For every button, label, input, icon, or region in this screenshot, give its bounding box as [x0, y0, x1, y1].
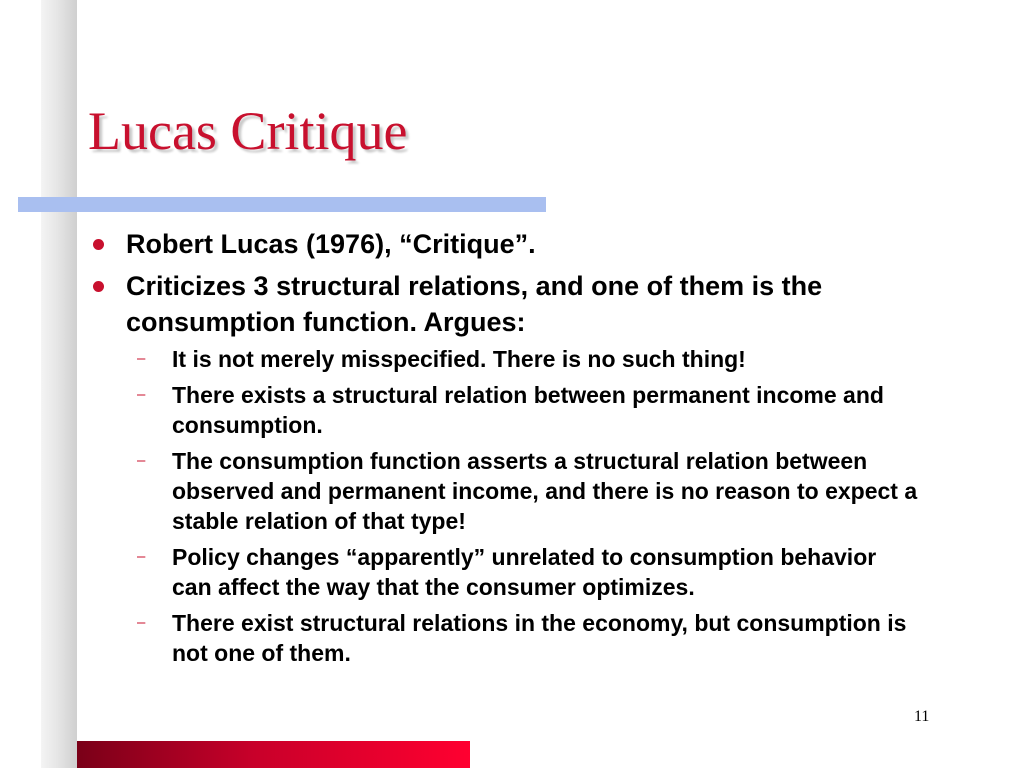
slide-body: [90, 226, 930, 674]
dash-bullet-icon: –: [137, 548, 146, 565]
bullet-text: Criticizes 3 structural relations, and one of them is the consumption function. Argues:: [126, 271, 823, 337]
sub-bullet-text: Policy changes “apparently” unrelated to consumption behavior can affect the way that the consumer optimizes.: [172, 544, 877, 600]
sub-bullet-text: It is not merely misspecified. There is no such thing!: [172, 346, 746, 372]
bullet-item: [90, 226, 930, 262]
slide-title: Lucas Critique: [88, 101, 408, 161]
bullet-item: [90, 268, 930, 340]
sub-bullet-item: [90, 608, 922, 668]
dash-bullet-icon: –: [137, 350, 146, 367]
left-decorative-bar: [41, 0, 77, 768]
sub-bullet-text: The consumption function asserts a structural relation between observed and permanent income, and there is no reason to expect a stable relation of that type!: [172, 448, 918, 534]
title-underline-rule: [18, 197, 546, 212]
sub-bullet-item: [90, 380, 922, 440]
footer-decorative-bar: [77, 741, 470, 768]
bullet-dot-icon: [93, 281, 104, 292]
sub-bullet-item: [90, 542, 922, 602]
sub-bullet-item: [90, 344, 922, 374]
page-number: 11: [914, 708, 930, 725]
sub-bullet-text: There exist structural relations in the economy, but consumption is not one of them.: [172, 610, 907, 666]
dash-bullet-icon: –: [137, 452, 146, 469]
bullet-dot-icon: [93, 239, 104, 250]
dash-bullet-icon: –: [137, 614, 146, 631]
bullet-text: Robert Lucas (1976), “Critique”.: [126, 229, 536, 259]
sub-bullet-list: [90, 344, 930, 668]
sub-bullet-item: [90, 446, 922, 536]
dash-bullet-icon: –: [137, 386, 146, 403]
sub-bullet-text: There exists a structural relation between permanent income and consumption.: [172, 382, 884, 438]
